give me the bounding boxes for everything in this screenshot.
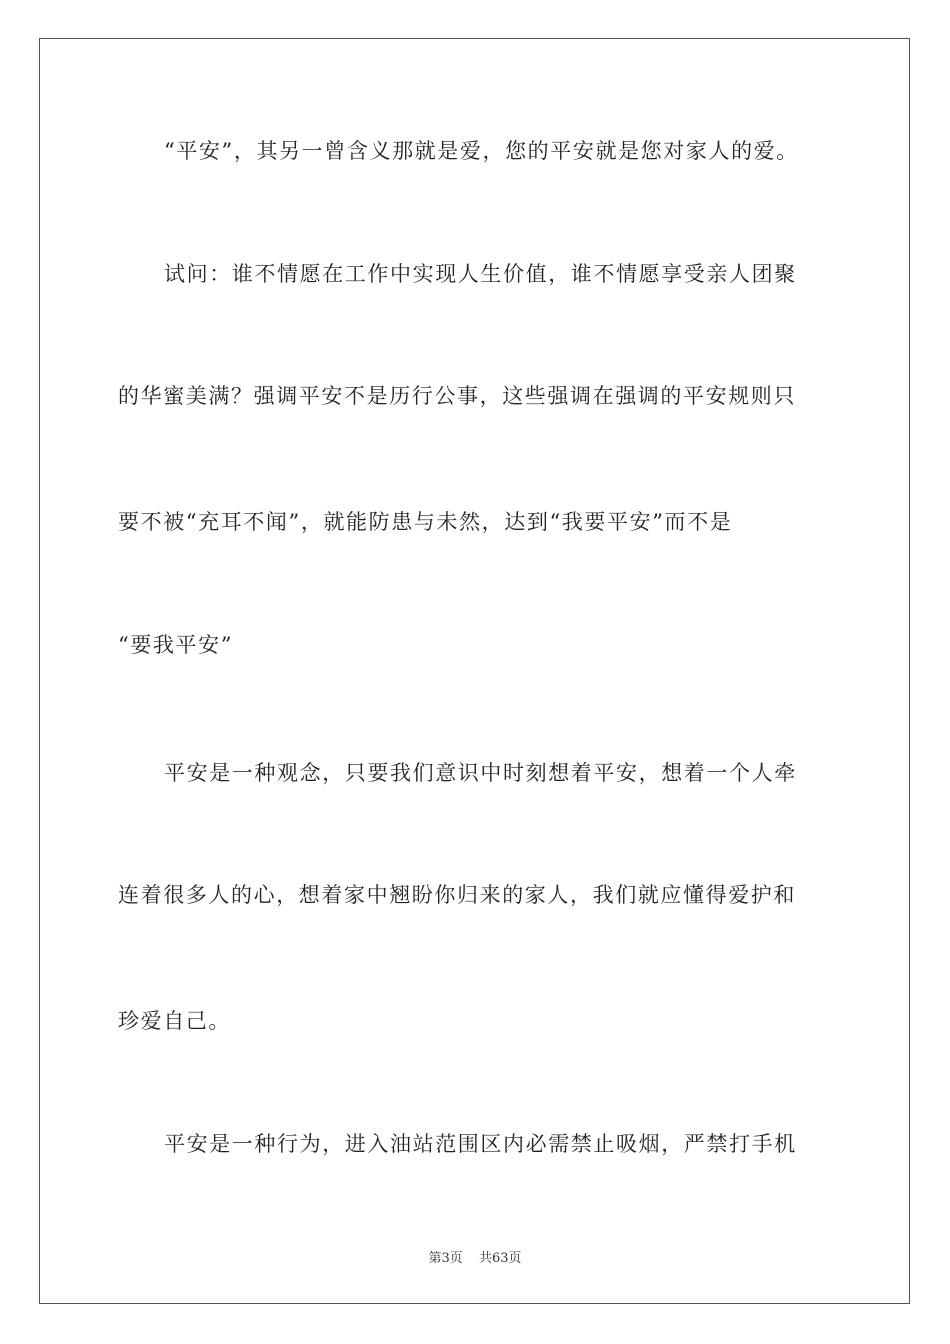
page-total: 共63页 bbox=[478, 1251, 522, 1266]
paragraph-line-1: “平安”，其另一曾含义那就是爱，您的平安就是您对家人的爱。 bbox=[164, 139, 799, 163]
paragraph-line-4: 要不被“充耳不闻”，就能防患与未然，达到“我要平安”而不是 bbox=[118, 510, 733, 534]
paragraph-line-2: 试问：谁不情愿在工作中实现人生价值，谁不情愿享受亲人团聚 bbox=[164, 262, 797, 286]
paragraph-line-8: 珍爱自己。 bbox=[118, 1009, 231, 1033]
paragraph-line-9: 平安是一种行为，进入油站范围区内必需禁止吸烟，严禁打手机 bbox=[164, 1132, 797, 1156]
paragraph-line-5: “要我平安” bbox=[118, 633, 234, 657]
page-frame bbox=[39, 38, 910, 1304]
paragraph-line-6: 平安是一种观念，只要我们意识中时刻想着平安，想着一个人牵 bbox=[164, 761, 797, 785]
page-number: 第3页 bbox=[428, 1251, 463, 1266]
paragraph-line-3: 的华蜜美满？强调平安不是历行公事，这些强调在强调的平安规则只 bbox=[118, 384, 796, 408]
page-footer bbox=[0, 1247, 950, 1266]
paragraph-line-7: 连着很多人的心，想着家中翘盼你归来的家人，我们就应懂得爱护和 bbox=[118, 883, 796, 907]
